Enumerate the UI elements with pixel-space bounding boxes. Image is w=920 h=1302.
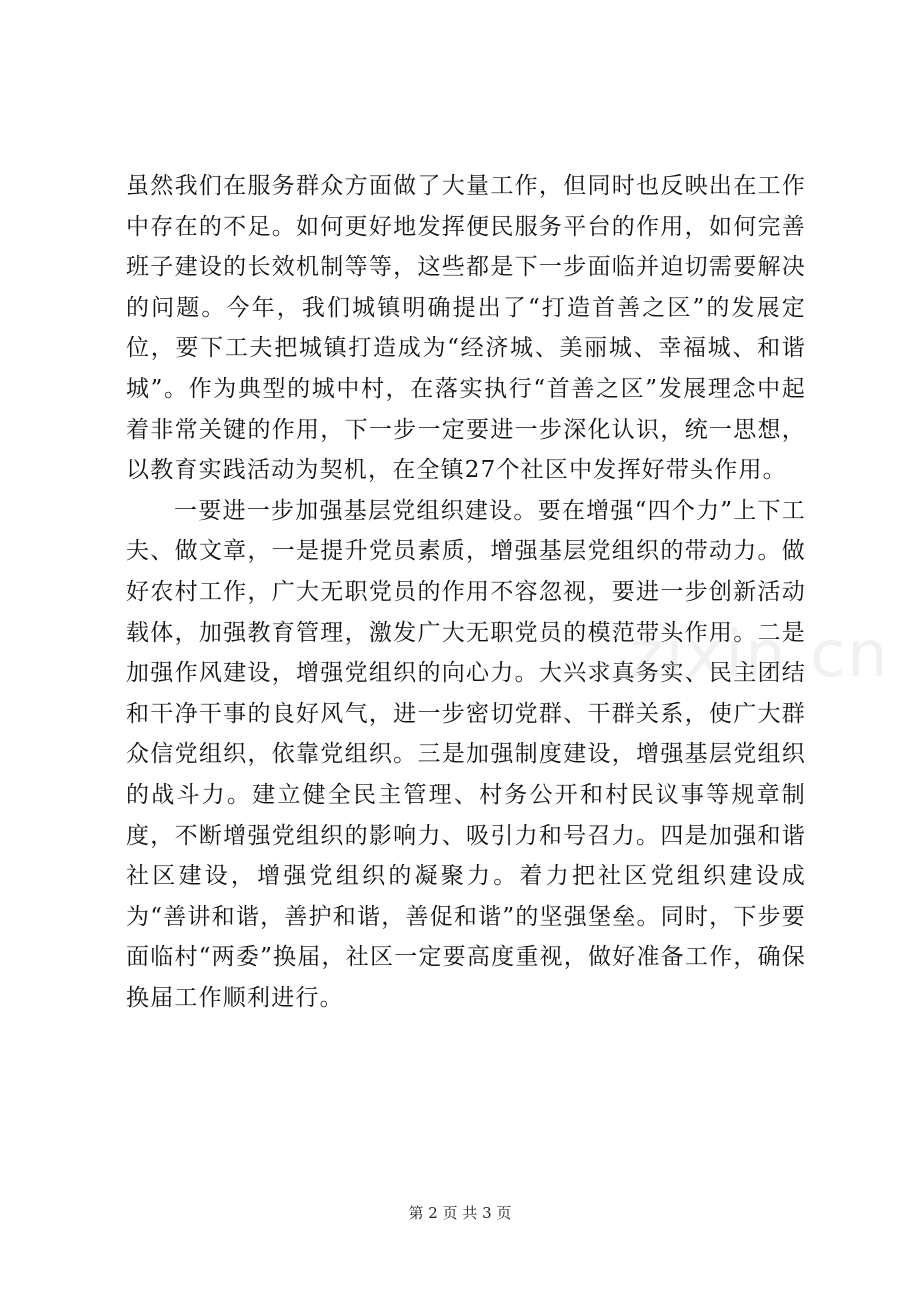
page-footer: 第 2 页 共 3 页 (408, 1204, 512, 1222)
paragraph-1: 虽然我们在服务群众方面做了大量工作，但同时也反映出在工作中存在的不足。如何更好地发挥便民服务平台的作用，如何完善班子建设的长效机制等等，这些都是下一步面临并迫切需要解决的问题。今年，我们城镇明确提出了“打造首善之区”的发展定位，要下工夫把城镇打造成为“经济城、美丽城、幸福城、和谐城”。作为典型的城中村，在落实执行“首善之区”发展理念中起着非常关键的作用，下一步一定要进一步深化认识，统一思想，以教育实践活动为契机，在全镇27个社区中发挥好带头作用。 (126, 173, 806, 484)
watermark: zixin.cn (630, 618, 890, 692)
document-body (126, 166, 806, 1018)
paragraph-2: 一要进一步加强基层党组织建设。要在增强“四个力”上下工夫、做文章，一是提升党员素质，增强基层党组织的带动力。做好农村工作，广大无职党员的作用不容忽视，要进一步创新活动载体，加强教育管理，激发广大无职党员的模范带头作用。二是加强作风建设，增强党组织的向心力。大兴求真务实、民主团结和干净干事的良好风气，进一步密切党群、干群关系，使广大群众信党组织，依靠党组织。三是加强制度建设，增强基层党组织的战斗力。建立健全民主管理、村务公开和村民议事等规章制度，不断增强党组织的影响力、吸引力和号召力。四是加强和谐社区建设，增强党组织的凝聚力。着力把社区党组织建设成为“善讲和谐，善护和谐，善促和谐”的坚强堡垒。同时，下步要面临村“两委”换届，社区一定要高度重视，做好准备工作，确保换届工作顺利进行。 (126, 497, 806, 1011)
